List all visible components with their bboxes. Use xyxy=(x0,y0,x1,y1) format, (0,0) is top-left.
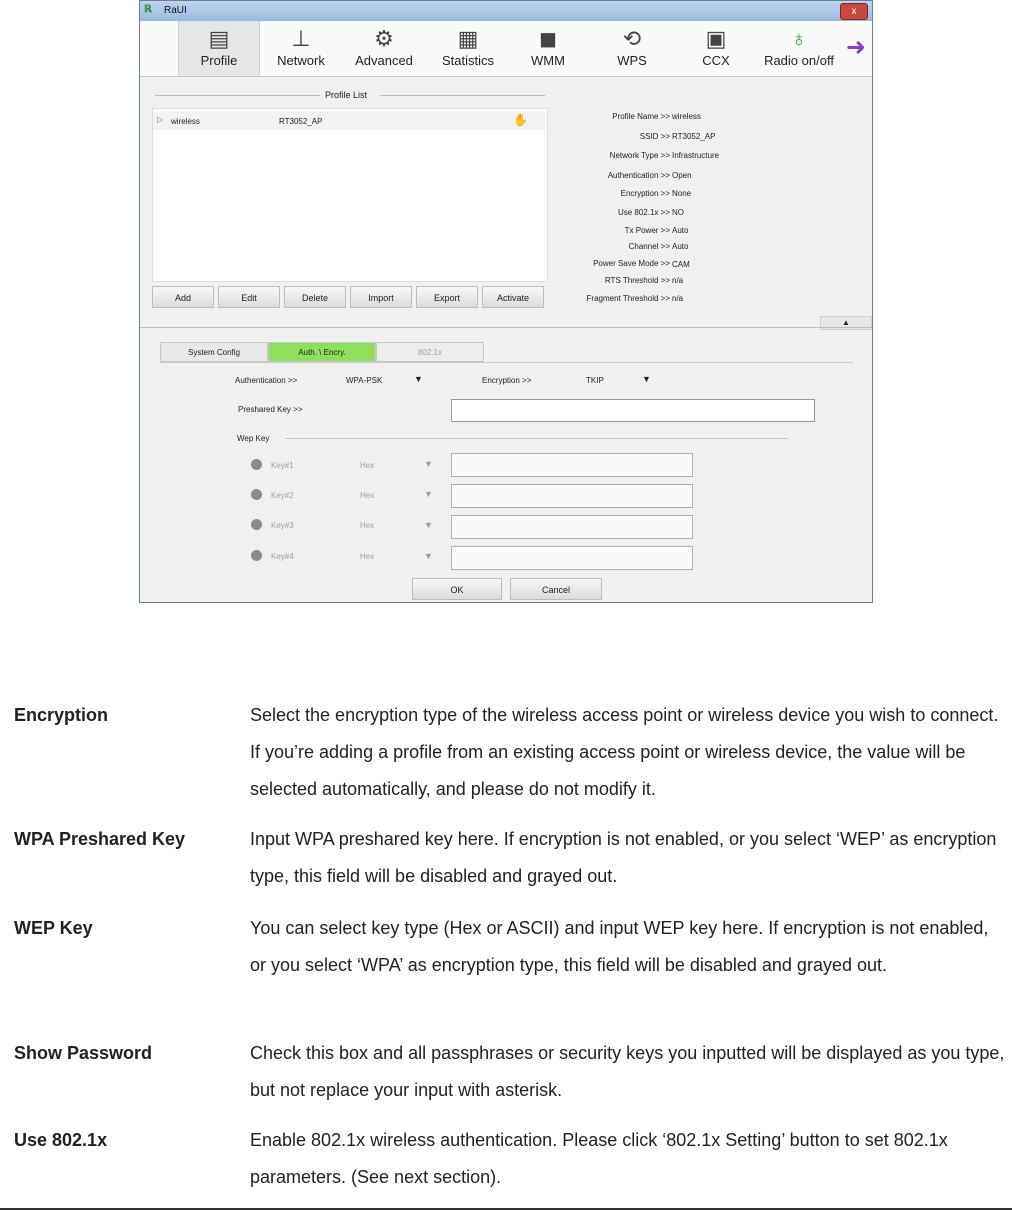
toolbar-ccx-button[interactable]: ▣ CCX xyxy=(688,21,744,76)
key3-input[interactable] xyxy=(451,515,693,539)
key1-type-select[interactable]: Hex xyxy=(360,461,375,470)
footer-rule xyxy=(0,1208,1012,1210)
profile-list-title: Profile List xyxy=(325,90,368,100)
delete-button[interactable]: Delete xyxy=(284,286,346,308)
triangle-up-icon: ▲ xyxy=(842,318,850,327)
title-bar xyxy=(140,1,872,21)
description-wpa-preshared-key xyxy=(14,821,1004,895)
profile-list[interactable] xyxy=(152,108,548,282)
add-button[interactable]: Add xyxy=(152,286,214,308)
dropdown-arrow-icon: ▼ xyxy=(424,551,433,561)
description-wep-key xyxy=(14,910,1004,1021)
key2-input[interactable] xyxy=(451,484,693,508)
statistics-icon: ▦ xyxy=(457,26,479,51)
dropdown-arrow-icon: ▼ xyxy=(414,374,423,384)
profile-list-rule-right xyxy=(380,95,545,96)
raui-window: ℝ RaUI x ▤ Profile ⊥ Network ⚙ Advanced ▦ Statistics ◼ WMM ⟲ WPS ▣ CCX ♁ Radio on/off ➜ Profile List ▷ wireless RT3052_AP ✋ Add Edit Delete Import Export Activate Profile Name >> wireless SSID >> RT3052_AP Network Type >> Infrastructure Authentication >> Open Encryption >> None Use 802.1x >> NO Tx Power >> Auto Channel >> Auto Power Save Mode >> CAM RTS Threshold >> n/a Fragment Threshold >> n/a ▲ System Config Auth. \ Encry. 802.1x Authentication >> WPA-PSK ▼ Encryption >> TKIP ▼ Preshared Key >> Wep Key Key#1 Hex ▼ Key#2 Hex ▼ Key#3 Hex ▼ Key#4 Hex ▼ OK Cancel xyxy=(139,0,873,603)
advanced-icon: ⚙ xyxy=(374,26,394,51)
activate-button[interactable]: Activate xyxy=(482,286,544,308)
key2-radio[interactable] xyxy=(251,489,262,500)
preshared-key-label: Preshared Key >> xyxy=(238,405,303,414)
toolbar-advanced-button[interactable]: ⚙ Advanced xyxy=(348,21,420,76)
dropdown-arrow-icon: ▼ xyxy=(424,489,433,499)
ok-button[interactable]: OK xyxy=(412,578,502,600)
tab-8021x[interactable]: 802.1x xyxy=(376,342,484,362)
encryption-select[interactable]: TKIP ▼ xyxy=(586,374,651,385)
dropdown-arrow-icon: ▼ xyxy=(642,374,651,384)
preshared-key-input[interactable] xyxy=(451,399,815,422)
toolbar-radio-button[interactable]: ♁ Radio on/off xyxy=(754,21,844,76)
term-show-password: Show Password xyxy=(14,1043,153,1063)
dropdown-arrow-icon: ▼ xyxy=(424,520,433,530)
toolbar-profile-button[interactable]: ▤ Profile xyxy=(178,21,260,76)
edit-button[interactable]: Edit xyxy=(218,286,280,308)
term-wpa-preshared-key: WPA Preshared Key xyxy=(14,829,186,849)
text-show-password: Check this box and all passphrases or security keys you inputted will be displayed as you type, but not replace your input with asterisk. xyxy=(250,1043,1005,1100)
toolbar-network-button[interactable]: ⊥ Network xyxy=(268,21,334,76)
text-wpa-preshared-key: Input WPA preshared key here. If encryption is not enabled, or you select ‘WEP’ as encryption type, this field will be disabled and grayed out. xyxy=(250,829,997,886)
authentication-select[interactable]: WPA-PSK ▼ xyxy=(346,374,423,385)
close-button[interactable]: x xyxy=(840,3,868,20)
toolbar-wmm-button[interactable]: ◼ WMM xyxy=(520,21,576,76)
toolbar xyxy=(140,21,872,77)
description-show-password xyxy=(14,1035,1004,1109)
key3-radio[interactable] xyxy=(251,519,262,530)
term-encryption: Encryption xyxy=(14,705,109,725)
dropdown-arrow-icon: ▼ xyxy=(424,459,433,469)
import-button[interactable]: Import xyxy=(350,286,412,308)
key4-radio[interactable] xyxy=(251,550,262,561)
profile-list-rule-left xyxy=(155,95,320,96)
term-wep-key: WEP Key xyxy=(14,918,93,938)
forward-arrow-icon[interactable]: ➜ xyxy=(845,34,866,61)
key4-type-select[interactable]: Hex xyxy=(360,552,375,561)
export-button[interactable]: Export xyxy=(416,286,478,308)
tab-system-config[interactable]: System Config xyxy=(160,342,268,362)
text-use-8021x: Enable 802.1x wireless authentication. Please click ‘802.1x Setting’ button to set 802.1x parameters. (See next section). xyxy=(250,1130,948,1187)
key3-type-select[interactable]: Hex xyxy=(360,521,375,530)
cancel-button[interactable]: Cancel xyxy=(510,578,602,600)
wps-icon: ⟲ xyxy=(622,26,642,51)
key4-input[interactable] xyxy=(451,546,693,570)
key1-input[interactable] xyxy=(451,453,693,477)
network-icon: ⊥ xyxy=(291,26,311,51)
term-use-8021x: Use 802.1x xyxy=(14,1130,108,1150)
toolbar-wps-button[interactable]: ⟲ WPS xyxy=(604,21,660,76)
toolbar-statistics-button[interactable]: ▦ Statistics xyxy=(432,21,504,76)
description-use-8021x xyxy=(14,1122,1004,1196)
tab-auth-encry[interactable]: Auth. \ Encry. xyxy=(268,342,376,362)
tab-underline xyxy=(160,362,853,363)
section-divider xyxy=(140,327,872,328)
window-title: RaUI xyxy=(164,5,187,16)
text-wep-key: You can select key type (Hex or ASCII) and input WEP key here. If encryption is not enabled, or you select ‘WPA’ as encryption type, this field will be disabled and grayed out. xyxy=(250,918,989,975)
expand-icon: ▷ xyxy=(157,115,164,124)
connect-hand-icon: ✋ xyxy=(513,113,528,127)
key2-type-select[interactable]: Hex xyxy=(360,491,375,500)
authentication-label: Authentication >> xyxy=(235,376,298,385)
encryption-label: Encryption >> xyxy=(482,376,532,385)
wep-group-rule xyxy=(285,438,788,439)
wmm-icon: ◼ xyxy=(538,26,558,51)
wep-key-group-label: Wep Key xyxy=(237,434,270,443)
text-encryption: Select the encryption type of the wireless access point or wireless device you wish to connect. If you’re adding a profile from an existing access point or wireless device, the value will be selected automatically, and please do not modify it. xyxy=(250,705,999,799)
description-encryption xyxy=(14,697,1004,808)
ccx-icon: ▣ xyxy=(705,26,727,51)
radio-icon: ♁ xyxy=(790,26,808,51)
profile-icon: ▤ xyxy=(208,26,230,51)
app-icon: ℝ xyxy=(144,4,152,15)
key1-radio[interactable] xyxy=(251,459,262,470)
list-item[interactable]: ▷ wireless RT3052_AP ✋ xyxy=(153,112,545,130)
